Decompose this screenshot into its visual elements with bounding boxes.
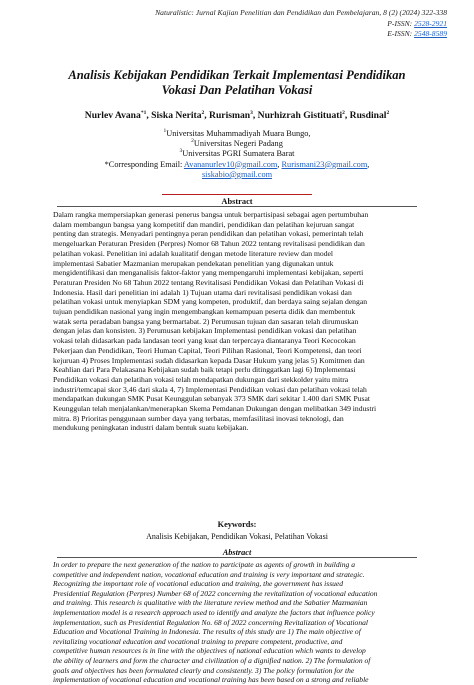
abstract-line: Keunggulan telah menjalankan/menerapkan Skema Pemdanan Dukungan dengan melibatkan 349 industri — [53, 404, 377, 414]
abstract-heading: Abstract — [221, 197, 253, 206]
english-abstract-line: In order to prepare the next generation of the nation to participate as agents of growth in building a — [53, 560, 355, 569]
keywords-heading: Keywords: — [217, 520, 257, 529]
email-link-3[interactable]: siskabio@gmail.com — [201, 169, 273, 179]
corresponding-email: *Corresponding Email: Avananurlev10@gmail.com, Rurismani23@gmail.com, — [104, 159, 370, 169]
abstract-divider — [57, 206, 417, 207]
author-name: Nurlev Avana — [84, 110, 141, 121]
email-link-2[interactable]: Rurismani23@gmail.com — [281, 159, 368, 169]
affiliation: $^2$Universitas Negeri Padang — [191, 138, 283, 149]
abstract-line: mengidentifikasi dan menganalisis faktor-faktor yang mempengaruhi implementasi kebijakan, seperti — [53, 268, 364, 278]
english-abstract-line: competitive and independent nation, vocational education and training is very important and strategic. — [53, 569, 365, 579]
english-abstract-body — [53, 560, 422, 685]
abstract-line: dalam membangun bangsa yang kompetitif dan mandiri, pendidikan dan pelatihan kejuruan sangat — [53, 219, 355, 229]
keywords: Analisis Kebijakan, Pendidikan Vokasi, Pelatihan Vokasi — [146, 532, 328, 541]
english-abstract-line: Education and Vocational Training in Indonesia. The results of this study are 1) The main objective of — [53, 627, 361, 637]
author-name: Nurhizrah Gistituati — [257, 110, 343, 121]
author-sup: 3 — [250, 109, 253, 116]
email-link-1[interactable]: Avananurlev10@gmail.com — [183, 159, 278, 169]
eissn-line: E-ISSN: 2548-8589 — [387, 29, 447, 38]
author-sup: 2 — [201, 109, 205, 116]
abstract-line: mengeluarkan Peraturan Presiden (Perpres) Nomor 68 Tahun 2022 tentang revitalisasi pendidikan dan — [53, 239, 365, 249]
english-abstract-line: implementation model is a research approach used to identify and analyze the factors that influence policy — [53, 607, 375, 617]
red-divider — [162, 194, 312, 195]
english-abstract-line: Presidential Regulation (Perpres) Number 68 of 2022 concerning the revitalization of vocational education — [53, 588, 378, 598]
english-abstract-divider — [57, 557, 417, 558]
author-name: Siska Nerita — [151, 110, 202, 121]
corresponding-email-cont — [0, 170, 474, 180]
english-abstract-heading: Abstract — [222, 548, 252, 557]
affiliations — [0, 129, 474, 180]
journal-citation: Naturalistic: Jurnal Kajian Penelitian dan Pendidikan dan Pembelajaran, 8 (2) (2024) 322-338 — [155, 8, 447, 17]
affiliation: $^3$Universitas PGRI Sumatera Barat — [179, 148, 295, 159]
abstract-line: pelatihan vokasi untuk menyiapkan SDM yang kompeten, produktif, dan berdaya saing sejalan dengan — [53, 297, 368, 307]
abstract-line: penting dan strategis. Menyadari pentingnya peran pendidikan dan pelatihan vokasi, pemerintah telah — [53, 229, 364, 239]
author-sup: 2 — [342, 109, 345, 116]
english-abstract-line: Recognizing the important role of vocational education and training, the government has issued — [53, 579, 344, 589]
title-line: Analisis Kebijakan Pendidikan Terkait Implementasi Pendidikan — [68, 68, 406, 82]
abstract-line: Pendidikan vokasi dan pelatihan vokasi telah mendapatkan dukungan dari stekkolder yaitu mitra — [53, 374, 349, 384]
abstract-line: tujuan pendidikan nasional yang ingin mengembangkan kemampuan peserta didik dan membentuk — [53, 307, 356, 317]
paper-title — [40, 68, 434, 98]
english-abstract-line: competitive human resources is in line with the objectives of national education which wants to develop — [53, 646, 366, 656]
abstract-line: implementasi Sabatier Mazmanian merupakan pendekatan penelitian yang digunakan untuk — [53, 258, 334, 268]
author-sup: *1 — [140, 109, 147, 116]
abstract-line: Keahlian dari Para Pelakasana Kebijakan sudah baik tetapi perlu ditinggatkan lagi 6) Implementasi — [53, 365, 356, 375]
abstract-line: pelatihan vokasi. Penelitian ini adalah kualitatif dengan metode literature review dan model — [53, 248, 334, 258]
abstract-line: Peraturan Presiden No 68 Tahun 2022 tentang Revitalisasi Pendidikan Vokasi dan Pelatihan Vokasi di — [53, 277, 364, 287]
abstract-line: watak serta peradaban bangsa yang bermartabat. 2) Perumusan tujuan dan sasaran telah dirumuskan — [53, 316, 359, 326]
pissn-line: P-ISSN: 2528-2921 — [387, 18, 447, 28]
abstract-line: mitra. 8) Prioritas penggunaan sumber daya yang terbatas, memfasilitasi inovasi teknologi, dan — [53, 413, 344, 423]
abstract-line: vokasi telah didasarkan pada landasan teori yang kuat dan terpercaya diantaranya Teori Kecocokan — [53, 336, 356, 346]
abstract-line: Indonesia. Hasil dari penelitian ini adalah 1) Tujuan utama dari revitalisasi pendidikan vokasi dan — [53, 287, 352, 297]
abstract-body — [53, 210, 422, 433]
pissn-link[interactable]: 2528-2921 — [414, 18, 447, 28]
english-abstract-line: and training. This research is qualitative with the literature review method and the Sabatier Mazmanian — [53, 598, 368, 608]
english-abstract-line: the ability of learners and form the character and civilization of a dignified nation. 2) The formulation of — [53, 655, 371, 665]
abstract-line: mendapatkan dukungan SMK Pusat Keunggulan sebanyak 373 SMK dari sekitar 1.400 dari SMK Pusat — [53, 394, 371, 404]
author-list: Nurlev Avana$^{*1}$, Siska Nerita$^2$, Rurisman$^3$, Nurhizrah Gistituati$^2$, Rusdinal$^2$ — [84, 109, 390, 121]
affiliation: $^1$Universitas Muhammadiyah Muara Bungo, — [163, 128, 311, 138]
eissn-link[interactable]: 2548-8589 — [414, 29, 447, 38]
abstract-line: Dalam rangka mempersiapkan generasi penerus bangsa untuk berpartisipasi sebagai agen pertumbuhan — [53, 210, 369, 219]
abstract-line: kejuruan 4) Proses Implementasi sudah didasarkan kepada Dasar Hukum yang jelas 5) Komitmen dan — [53, 355, 365, 365]
author-name: Rurisman — [209, 110, 251, 121]
author-sup: 2 — [386, 109, 390, 116]
abstract-line: mendukung peningkatan industri dalam bentuk suatu kebijakan. — [53, 423, 249, 433]
abstract-line: industri/temcapai skor 3,46 dari skala 4, 7) Implementasi Pendidikan vokasi dan pelatihan vokasi telah — [53, 384, 367, 394]
english-abstract-line: revitalizing vocational education and vocational training to prepare competent, productive, and — [53, 636, 343, 646]
author-name: Rusdinal — [349, 110, 387, 121]
english-abstract-line: implementation, such as Presidential Regulation No. 68 of 2022 concerning Revitalization of Vocational — [53, 617, 368, 627]
abstract-line: Pekerjaan dan Pendidikan, Teori Human Capital, Teori Pilihan Rasional, Teori Kompetensi, dan teori — [53, 345, 362, 355]
abstract-line: dengan jelas dan konsisten. 3) Perumusan kebijakan Implementasi pendidikan vokasi dan pelatihan — [53, 326, 357, 336]
journal-header — [155, 8, 447, 40]
english-abstract-line: goals and objectives has been formulated clearly and consistently. 3) The policy formulation for the — [53, 665, 355, 675]
english-abstract-line: implementation of vocational education and vocational training has been based on a strong and reliable — [53, 675, 369, 685]
title-line: Vokasi Dan Pelatihan Vokasi — [161, 83, 313, 97]
